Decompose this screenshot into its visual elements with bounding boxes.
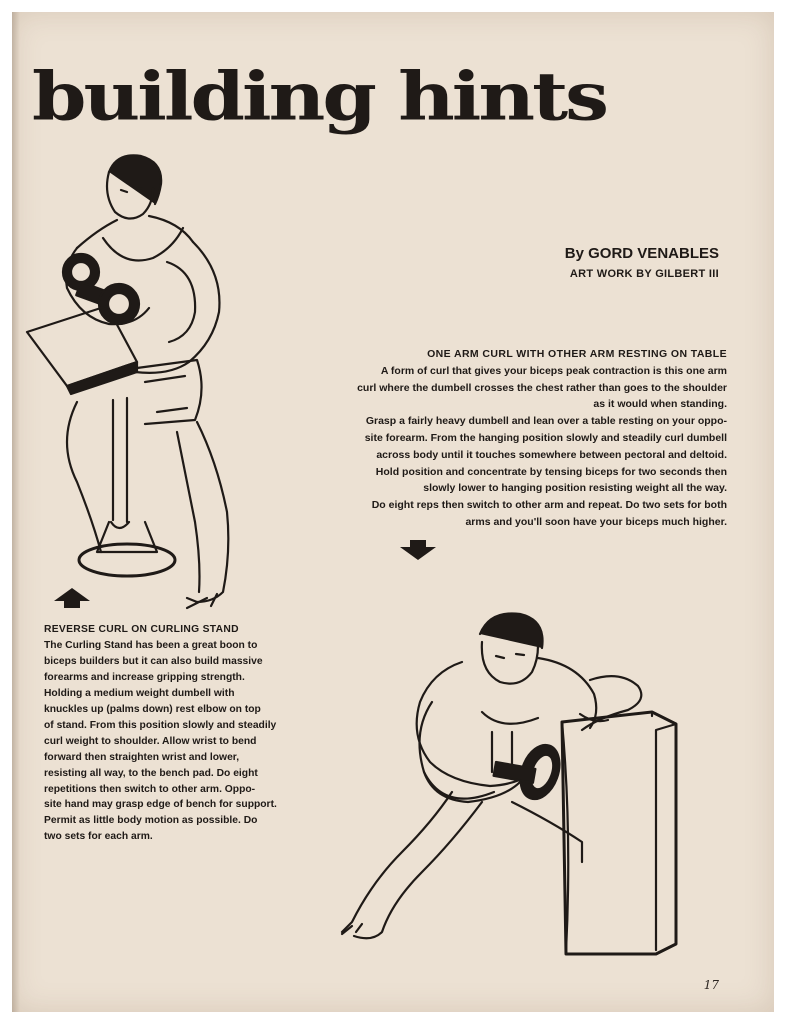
reverse-curl-illustration: [17, 142, 257, 622]
one-arm-curl-illustration: [312, 602, 722, 952]
body-line: as it would when standing.: [593, 398, 727, 411]
body-line: resisting all way, to the bench pad. Do eight: [44, 767, 258, 779]
body-line: The Curling Stand has been a great boon to: [44, 639, 258, 651]
body-line: site forearm. From the hanging position slowly and steadily curl dumbell: [364, 431, 727, 444]
body-line: site hand may grasp edge of bench for support.: [44, 799, 277, 811]
body-line: repetitions then switch to other arm. Oppo-: [44, 783, 256, 795]
author-credit: By GORD VENABLES: [564, 245, 719, 262]
body-line: Grasp a fairly heavy dumbell and lean over a table resting on your oppo-: [365, 415, 727, 428]
magazine-page: [12, 12, 774, 1012]
body-line: curl where the dumbell crosses the chest rather than goes to the shoulder: [357, 381, 727, 394]
body-line: biceps builders but it can also build massive: [44, 655, 263, 667]
body-line: two sets for each arm.: [44, 831, 153, 843]
byline: [565, 245, 719, 280]
page-number: 17: [703, 978, 719, 992]
arrow-down-icon: [400, 540, 436, 560]
body-line: of stand. From this position slowly and steadily: [44, 719, 277, 731]
body-line: A form of curl that gives your biceps peak contraction is this one arm: [380, 364, 727, 377]
section-heading: REVERSE CURL ON CURLING STAND: [44, 624, 239, 635]
body-line: Holding a medium weight dumbell with: [44, 687, 235, 699]
body-line: curl weight to shoulder. Allow wrist to bend: [44, 735, 257, 747]
body-line: slowly lower to hanging position resisting weight all the way.: [423, 482, 727, 495]
one-arm-curl-section: [312, 346, 727, 531]
body-line: Permit as little body motion as possible. Do: [44, 815, 258, 827]
artwork-credit: ART WORK BY GILBERT III: [569, 268, 719, 280]
arrow-up-icon: [54, 588, 90, 608]
body-line: across body until it touches somewhere between pectoral and deltoid.: [376, 448, 727, 461]
body-line: Do eight reps then switch to other arm and repeat. Do two sets for both: [371, 499, 727, 512]
section-heading: ONE ARM CURL WITH OTHER ARM RESTING ON TABLE: [427, 348, 727, 360]
body-line: arms and you'll soon have your biceps much higher.: [465, 515, 727, 528]
body-line: Hold position and concentrate by tensing biceps for two seconds then: [375, 465, 727, 478]
page-title: building hints: [32, 58, 607, 136]
body-line: forward then straighten wrist and lower,: [44, 751, 240, 763]
reverse-curl-section: [44, 622, 309, 845]
body-line: forearms and increase gripping strength.: [44, 671, 245, 683]
body-line: knuckles up (palms down) rest elbow on top: [44, 703, 261, 715]
